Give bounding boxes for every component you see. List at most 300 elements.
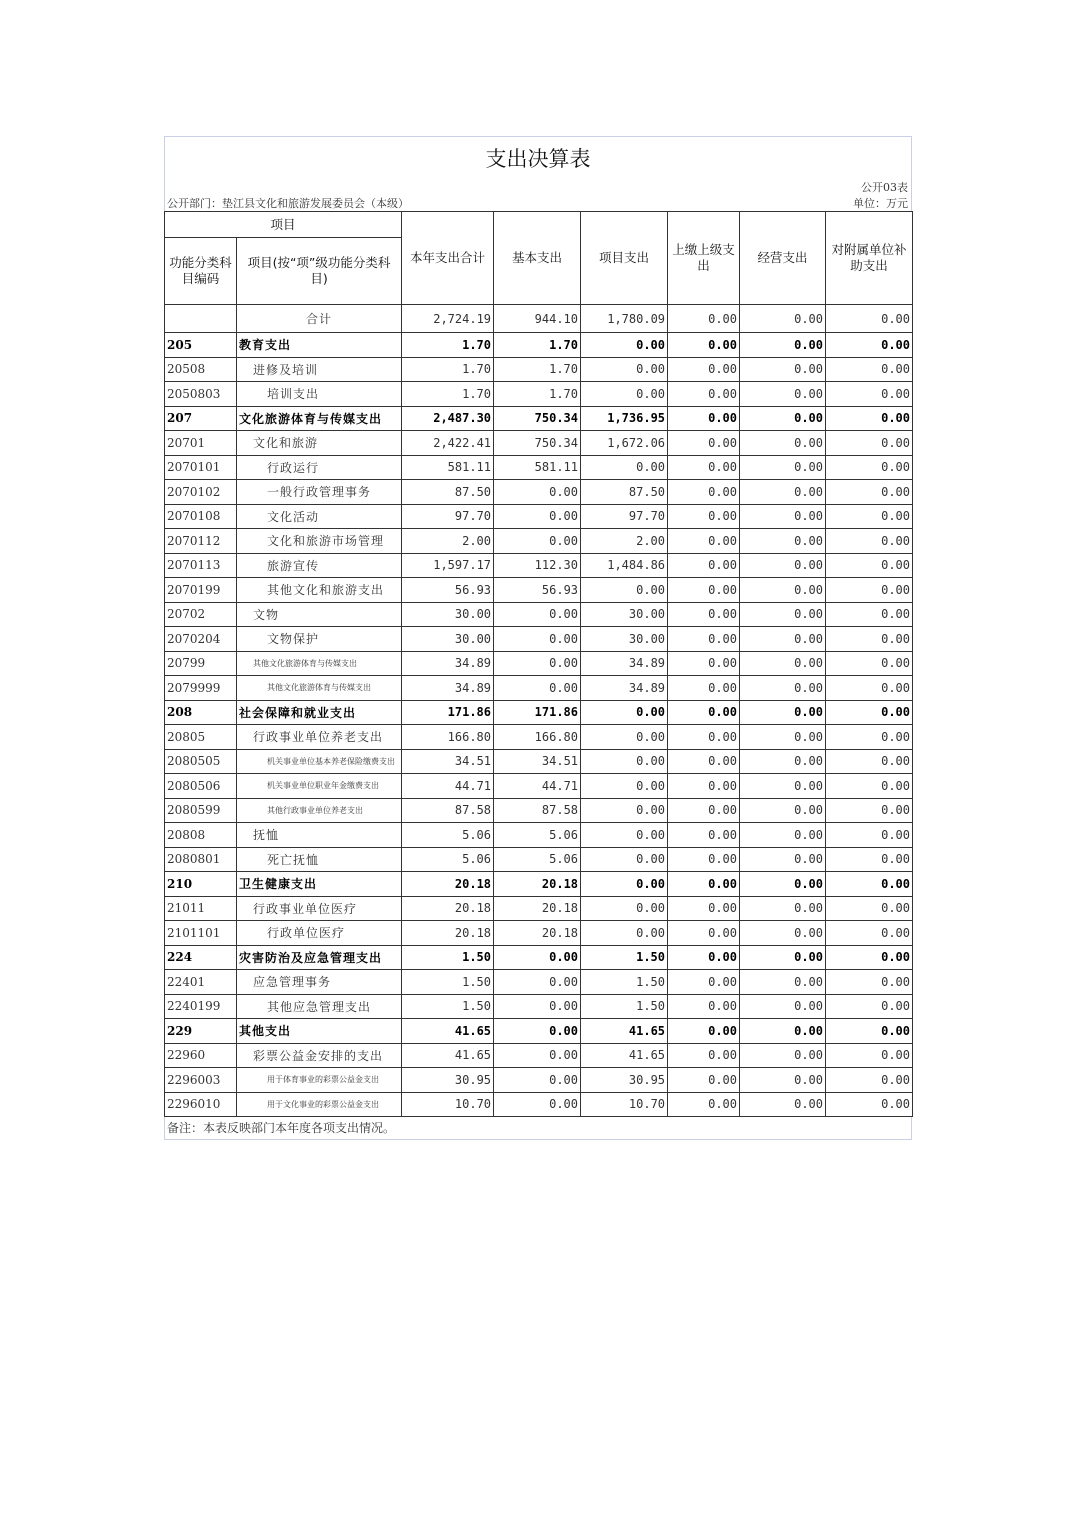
row-total: 34.89	[402, 676, 494, 701]
row-name: 其他应急管理支出	[237, 994, 402, 1019]
table-row	[165, 994, 913, 1019]
row-basic: 750.34	[494, 406, 581, 431]
row-name: 其他文化旅游体育与传媒支出	[237, 651, 402, 676]
row-code: 2070199	[165, 578, 237, 603]
row-code: 2296010	[165, 1092, 237, 1117]
row-subsidy: 0.00	[826, 725, 913, 750]
row-total: 87.58	[402, 798, 494, 823]
row-project: 0.00	[581, 872, 668, 897]
row-business: 0.00	[740, 749, 826, 774]
sheet-title: 支出决算表	[164, 136, 912, 179]
row-upper: 0.00	[668, 406, 740, 431]
department-row	[164, 195, 912, 211]
row-total: 1.50	[402, 945, 494, 970]
row-total: 1.50	[402, 994, 494, 1019]
row-business: 0.00	[740, 945, 826, 970]
row-basic: 20.18	[494, 921, 581, 946]
header-code: 功能分类科目编码	[165, 238, 237, 305]
row-name: 进修及培训	[237, 357, 402, 382]
row-name: 一般行政管理事务	[237, 480, 402, 505]
row-subsidy: 0.00	[826, 553, 913, 578]
row-subsidy: 0.00	[826, 627, 913, 652]
row-total: 41.65	[402, 1019, 494, 1044]
row-code: 210	[165, 872, 237, 897]
table-row	[165, 896, 913, 921]
expenditure-sheet	[164, 136, 912, 1140]
table-row	[165, 602, 913, 627]
row-basic: 0.00	[494, 529, 581, 554]
row-code: 2070102	[165, 480, 237, 505]
row-code: 2101101	[165, 921, 237, 946]
row-subsidy: 0.00	[826, 578, 913, 603]
row-project: 0.00	[581, 333, 668, 358]
row-subsidy: 0.00	[826, 700, 913, 725]
row-code: 207	[165, 406, 237, 431]
row-project: 34.89	[581, 676, 668, 701]
row-name: 社会保障和就业支出	[237, 700, 402, 725]
header-business: 经营支出	[740, 212, 826, 305]
row-upper: 0.00	[668, 798, 740, 823]
row-project: 41.65	[581, 1043, 668, 1068]
row-name: 灾害防治及应急管理支出	[237, 945, 402, 970]
row-subsidy: 0.00	[826, 1092, 913, 1117]
table-row	[165, 333, 913, 358]
row-basic: 1.70	[494, 357, 581, 382]
table-row	[165, 529, 913, 554]
row-business: 0.00	[740, 455, 826, 480]
table-body	[165, 305, 913, 1117]
row-total: 2,422.41	[402, 431, 494, 456]
row-name: 行政事业单位医疗	[237, 896, 402, 921]
row-name: 培训支出	[237, 382, 402, 407]
row-code: 2070112	[165, 529, 237, 554]
row-total: 2,724.19	[402, 305, 494, 333]
row-project: 1.50	[581, 994, 668, 1019]
row-name: 文化活动	[237, 504, 402, 529]
row-basic: 20.18	[494, 896, 581, 921]
row-business: 0.00	[740, 305, 826, 333]
table-row	[165, 749, 913, 774]
row-total: 20.18	[402, 872, 494, 897]
row-upper: 0.00	[668, 945, 740, 970]
row-subsidy: 0.00	[826, 970, 913, 995]
row-code: 20808	[165, 823, 237, 848]
row-project: 1.50	[581, 945, 668, 970]
row-project: 2.00	[581, 529, 668, 554]
row-subsidy: 0.00	[826, 676, 913, 701]
row-total: 166.80	[402, 725, 494, 750]
row-code: 20805	[165, 725, 237, 750]
row-project: 0.00	[581, 357, 668, 382]
row-code: 205	[165, 333, 237, 358]
row-code: 208	[165, 700, 237, 725]
row-total: 34.89	[402, 651, 494, 676]
expenditure-table	[164, 211, 913, 1117]
row-subsidy: 0.00	[826, 305, 913, 333]
row-total: 1.70	[402, 382, 494, 407]
table-row	[165, 945, 913, 970]
row-code: 2080801	[165, 847, 237, 872]
row-subsidy: 0.00	[826, 994, 913, 1019]
row-subsidy: 0.00	[826, 406, 913, 431]
row-basic: 750.34	[494, 431, 581, 456]
row-upper: 0.00	[668, 431, 740, 456]
row-upper: 0.00	[668, 921, 740, 946]
row-basic: 581.11	[494, 455, 581, 480]
row-business: 0.00	[740, 431, 826, 456]
row-business: 0.00	[740, 1043, 826, 1068]
row-name: 合计	[237, 305, 402, 333]
row-basic: 0.00	[494, 627, 581, 652]
row-basic: 171.86	[494, 700, 581, 725]
row-name: 文化旅游体育与传媒支出	[237, 406, 402, 431]
row-name: 机关事业单位职业年金缴费支出	[237, 774, 402, 799]
row-upper: 0.00	[668, 602, 740, 627]
table-row	[165, 847, 913, 872]
row-project: 41.65	[581, 1019, 668, 1044]
row-business: 0.00	[740, 1068, 826, 1093]
row-business: 0.00	[740, 921, 826, 946]
row-code: 2070204	[165, 627, 237, 652]
row-basic: 0.00	[494, 651, 581, 676]
row-upper: 0.00	[668, 700, 740, 725]
row-upper: 0.00	[668, 1092, 740, 1117]
row-subsidy: 0.00	[826, 749, 913, 774]
row-subsidy: 0.00	[826, 1019, 913, 1044]
row-project: 1,672.06	[581, 431, 668, 456]
table-row	[165, 970, 913, 995]
row-basic: 0.00	[494, 1092, 581, 1117]
row-upper: 0.00	[668, 1019, 740, 1044]
row-total: 97.70	[402, 504, 494, 529]
row-total: 87.50	[402, 480, 494, 505]
row-code: 224	[165, 945, 237, 970]
row-total: 30.00	[402, 602, 494, 627]
row-upper: 0.00	[668, 553, 740, 578]
row-total: 5.06	[402, 847, 494, 872]
row-basic: 5.06	[494, 847, 581, 872]
row-basic: 87.58	[494, 798, 581, 823]
row-subsidy: 0.00	[826, 651, 913, 676]
row-project: 0.00	[581, 382, 668, 407]
header-project: 项目	[165, 212, 402, 238]
row-project: 34.89	[581, 651, 668, 676]
row-total: 171.86	[402, 700, 494, 725]
row-business: 0.00	[740, 382, 826, 407]
row-total: 2.00	[402, 529, 494, 554]
row-basic: 0.00	[494, 504, 581, 529]
table-row	[165, 700, 913, 725]
row-basic: 0.00	[494, 945, 581, 970]
row-business: 0.00	[740, 1092, 826, 1117]
table-row	[165, 382, 913, 407]
row-subsidy: 0.00	[826, 823, 913, 848]
row-business: 0.00	[740, 774, 826, 799]
row-subsidy: 0.00	[826, 896, 913, 921]
row-upper: 0.00	[668, 529, 740, 554]
row-name: 彩票公益金安排的支出	[237, 1043, 402, 1068]
table-row	[165, 1019, 913, 1044]
row-basic: 0.00	[494, 1068, 581, 1093]
row-subsidy: 0.00	[826, 455, 913, 480]
row-basic: 1.70	[494, 333, 581, 358]
unit-label: 单位：万元	[853, 197, 908, 210]
row-business: 0.00	[740, 823, 826, 848]
row-upper: 0.00	[668, 480, 740, 505]
row-name: 文化和旅游	[237, 431, 402, 456]
row-business: 0.00	[740, 1019, 826, 1044]
row-subsidy: 0.00	[826, 921, 913, 946]
row-business: 0.00	[740, 480, 826, 505]
row-total: 20.18	[402, 921, 494, 946]
row-upper: 0.00	[668, 749, 740, 774]
table-row	[165, 1043, 913, 1068]
row-total: 1.70	[402, 357, 494, 382]
row-name: 用于文化事业的彩票公益金支出	[237, 1092, 402, 1117]
row-name: 卫生健康支出	[237, 872, 402, 897]
row-upper: 0.00	[668, 994, 740, 1019]
row-code: 2070108	[165, 504, 237, 529]
row-subsidy: 0.00	[826, 1068, 913, 1093]
table-row	[165, 1092, 913, 1117]
row-subsidy: 0.00	[826, 382, 913, 407]
row-name: 用于体育事业的彩票公益金支出	[237, 1068, 402, 1093]
row-business: 0.00	[740, 406, 826, 431]
row-upper: 0.00	[668, 872, 740, 897]
row-business: 0.00	[740, 798, 826, 823]
row-business: 0.00	[740, 357, 826, 382]
row-upper: 0.00	[668, 333, 740, 358]
row-basic: 112.30	[494, 553, 581, 578]
row-name: 文物保护	[237, 627, 402, 652]
row-project: 0.00	[581, 455, 668, 480]
row-code: 2079999	[165, 676, 237, 701]
row-basic: 20.18	[494, 872, 581, 897]
table-row	[165, 431, 913, 456]
row-name: 死亡抚恤	[237, 847, 402, 872]
row-subsidy: 0.00	[826, 504, 913, 529]
row-upper: 0.00	[668, 455, 740, 480]
row-business: 0.00	[740, 676, 826, 701]
row-total: 5.06	[402, 823, 494, 848]
row-total: 41.65	[402, 1043, 494, 1068]
row-project: 0.00	[581, 896, 668, 921]
row-upper: 0.00	[668, 651, 740, 676]
row-business: 0.00	[740, 970, 826, 995]
row-business: 0.00	[740, 847, 826, 872]
row-code: 20702	[165, 602, 237, 627]
row-total: 10.70	[402, 1092, 494, 1117]
row-project: 97.70	[581, 504, 668, 529]
note: 备注：本表反映部门本年度各项支出情况。	[164, 1117, 912, 1140]
row-project: 30.95	[581, 1068, 668, 1093]
row-upper: 0.00	[668, 896, 740, 921]
row-total: 30.00	[402, 627, 494, 652]
row-subsidy: 0.00	[826, 798, 913, 823]
row-project: 0.00	[581, 798, 668, 823]
row-name: 应急管理事务	[237, 970, 402, 995]
table-row	[165, 480, 913, 505]
row-code: 2080506	[165, 774, 237, 799]
row-upper: 0.00	[668, 823, 740, 848]
row-basic: 44.71	[494, 774, 581, 799]
row-name: 旅游宣传	[237, 553, 402, 578]
table-row	[165, 553, 913, 578]
row-subsidy: 0.00	[826, 872, 913, 897]
table-row	[165, 455, 913, 480]
row-code: 2070101	[165, 455, 237, 480]
header-name: 项目(按“项”级功能分类科目)	[237, 238, 402, 305]
row-subsidy: 0.00	[826, 357, 913, 382]
row-total: 1.70	[402, 333, 494, 358]
table-row	[165, 651, 913, 676]
row-project: 30.00	[581, 602, 668, 627]
row-total: 56.93	[402, 578, 494, 603]
row-upper: 0.00	[668, 382, 740, 407]
row-subsidy: 0.00	[826, 333, 913, 358]
row-total: 20.18	[402, 896, 494, 921]
row-upper: 0.00	[668, 357, 740, 382]
row-basic: 1.70	[494, 382, 581, 407]
row-business: 0.00	[740, 602, 826, 627]
table-row	[165, 798, 913, 823]
row-name: 教育支出	[237, 333, 402, 358]
row-project: 0.00	[581, 847, 668, 872]
row-total: 44.71	[402, 774, 494, 799]
row-name: 行政运行	[237, 455, 402, 480]
row-code: 20799	[165, 651, 237, 676]
row-subsidy: 0.00	[826, 1043, 913, 1068]
row-business: 0.00	[740, 994, 826, 1019]
row-business: 0.00	[740, 872, 826, 897]
row-upper: 0.00	[668, 305, 740, 333]
header-total: 本年支出合计	[402, 212, 494, 305]
row-total: 30.95	[402, 1068, 494, 1093]
row-subsidy: 0.00	[826, 529, 913, 554]
row-project: 0.00	[581, 725, 668, 750]
row-upper: 0.00	[668, 970, 740, 995]
row-basic: 56.93	[494, 578, 581, 603]
row-subsidy: 0.00	[826, 774, 913, 799]
table-row	[165, 725, 913, 750]
row-project: 10.70	[581, 1092, 668, 1117]
row-business: 0.00	[740, 578, 826, 603]
row-basic: 0.00	[494, 676, 581, 701]
row-upper: 0.00	[668, 774, 740, 799]
row-project: 0.00	[581, 700, 668, 725]
row-total: 581.11	[402, 455, 494, 480]
row-business: 0.00	[740, 725, 826, 750]
table-row	[165, 504, 913, 529]
row-basic: 5.06	[494, 823, 581, 848]
row-upper: 0.00	[668, 504, 740, 529]
row-basic: 0.00	[494, 970, 581, 995]
row-upper: 0.00	[668, 1043, 740, 1068]
header-subsidy: 对附属单位补助支出	[826, 212, 913, 305]
row-name: 抚恤	[237, 823, 402, 848]
row-business: 0.00	[740, 627, 826, 652]
row-upper: 0.00	[668, 676, 740, 701]
table-row	[165, 774, 913, 799]
table-row	[165, 872, 913, 897]
row-code: 20508	[165, 357, 237, 382]
row-code: 229	[165, 1019, 237, 1044]
table-row	[165, 406, 913, 431]
table-row	[165, 627, 913, 652]
row-basic: 0.00	[494, 994, 581, 1019]
row-project: 0.00	[581, 749, 668, 774]
row-total: 34.51	[402, 749, 494, 774]
row-code: 21011	[165, 896, 237, 921]
row-code: 2070113	[165, 553, 237, 578]
row-total: 1,597.17	[402, 553, 494, 578]
table-code: 公开03表	[861, 181, 908, 194]
row-project: 0.00	[581, 921, 668, 946]
table-row	[165, 823, 913, 848]
row-name: 其他文化旅游体育与传媒支出	[237, 676, 402, 701]
row-subsidy: 0.00	[826, 847, 913, 872]
row-name: 机关事业单位基本养老保险缴费支出	[237, 749, 402, 774]
row-business: 0.00	[740, 333, 826, 358]
row-project: 87.50	[581, 480, 668, 505]
row-basic: 166.80	[494, 725, 581, 750]
row-basic: 0.00	[494, 1043, 581, 1068]
row-business: 0.00	[740, 700, 826, 725]
row-upper: 0.00	[668, 1068, 740, 1093]
row-project: 1,780.09	[581, 305, 668, 333]
row-project: 0.00	[581, 774, 668, 799]
row-upper: 0.00	[668, 725, 740, 750]
row-business: 0.00	[740, 896, 826, 921]
row-name: 行政事业单位养老支出	[237, 725, 402, 750]
row-project: 0.00	[581, 578, 668, 603]
row-name: 其他支出	[237, 1019, 402, 1044]
row-code: 2050803	[165, 382, 237, 407]
table-row	[165, 357, 913, 382]
row-project: 1.50	[581, 970, 668, 995]
row-upper: 0.00	[668, 847, 740, 872]
table-code-row	[164, 179, 912, 195]
row-subsidy: 0.00	[826, 431, 913, 456]
row-upper: 0.00	[668, 627, 740, 652]
row-code: 2240199	[165, 994, 237, 1019]
row-name: 其他文化和旅游支出	[237, 578, 402, 603]
row-name: 文化和旅游市场管理	[237, 529, 402, 554]
row-project: 1,484.86	[581, 553, 668, 578]
header-basic: 基本支出	[494, 212, 581, 305]
row-code: 22401	[165, 970, 237, 995]
row-business: 0.00	[740, 529, 826, 554]
header-upper: 上缴上级支出	[668, 212, 740, 305]
row-basic: 944.10	[494, 305, 581, 333]
table-row	[165, 305, 913, 333]
row-subsidy: 0.00	[826, 602, 913, 627]
row-total: 1.50	[402, 970, 494, 995]
row-business: 0.00	[740, 651, 826, 676]
department-label: 公开部门：垫江县文化和旅游发展委员会（本级）	[167, 197, 409, 210]
row-basic: 0.00	[494, 480, 581, 505]
table-row	[165, 921, 913, 946]
row-project: 1,736.95	[581, 406, 668, 431]
row-business: 0.00	[740, 504, 826, 529]
row-subsidy: 0.00	[826, 480, 913, 505]
table-row	[165, 676, 913, 701]
row-name: 文物	[237, 602, 402, 627]
row-basic: 0.00	[494, 602, 581, 627]
row-basic: 0.00	[494, 1019, 581, 1044]
header-project-expense: 项目支出	[581, 212, 668, 305]
row-subsidy: 0.00	[826, 945, 913, 970]
